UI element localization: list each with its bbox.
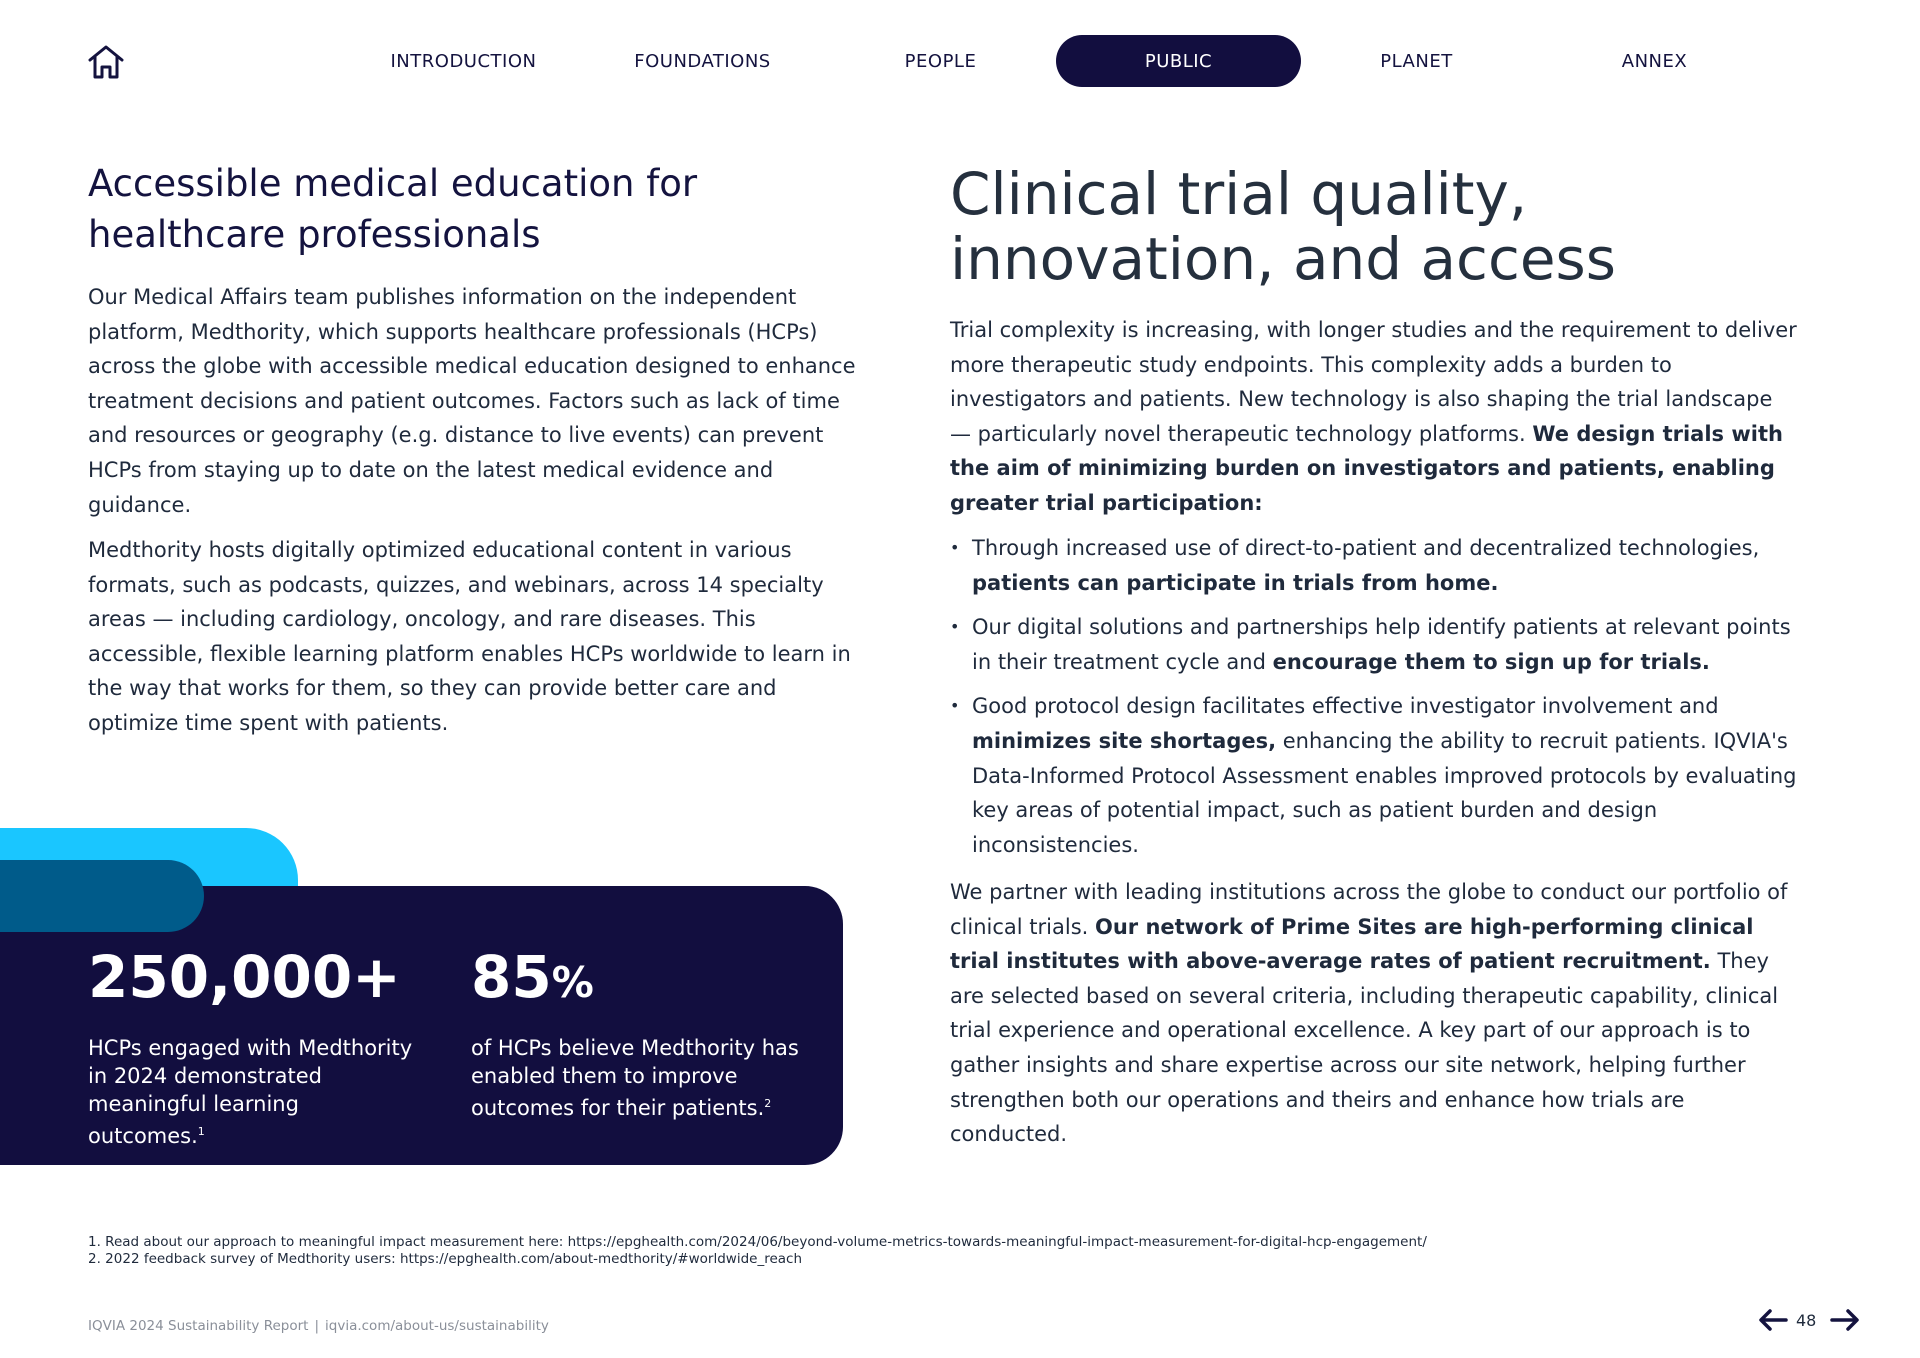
list-item: • Through increased use of direct-to-patient and decentralized technologies, patients can participate in trials from home. bbox=[950, 531, 1800, 600]
decorative-teal-shape bbox=[0, 860, 204, 932]
footnotes bbox=[88, 1234, 1688, 1268]
trial-complexity-paragraph: Trial complexity is increasing, with longer studies and the requirement to deliver more therapeutic study endpoints. This complexity adds a burden to investigators and patients. New technology is also shaping the trial landscape — particularly novel therapeutic technology platforms. We design trials with the aim of minimizing burden on investigators and patients, enabling greater trial participation: bbox=[950, 318, 1797, 515]
medthority-content-paragraph: Medthority hosts digitally optimized educational content in various formats, such as podcasts, quizzes, and webinars, across 14 specialty areas — including cardiology, oncology, and rare diseases. This accessible, flexible learning platform enables HCPs worldwide to learn in the way that works for them, so they can provide better care and optimize time spent with patients. bbox=[88, 538, 851, 735]
tab-planet[interactable]: PLANET bbox=[1380, 50, 1453, 72]
footnote-marker-2: 2 bbox=[764, 1097, 772, 1110]
footer bbox=[88, 1318, 549, 1334]
report-name: IQVIA 2024 Sustainability Report bbox=[88, 1318, 309, 1334]
page-title: Clinical trial quality, innovation, and access bbox=[950, 160, 1616, 293]
arrow-right-icon[interactable] bbox=[1830, 1307, 1860, 1333]
trial-approach-list bbox=[950, 531, 1800, 872]
prime-sites-paragraph: We partner with leading institutions across the globe to conduct our portfolio of clinical trials. Our network of Prime Sites are high-performing clinical trial institutes with above-average rates of patient recruitment. They are selected based on several criteria, including therapeutic capability, clinical trial experience and operational excellence. A key part of our approach is to gather insights and share expertise across our site network, helping further strengthen both our operations and theirs and enhance how trials are conducted. bbox=[950, 880, 1788, 1147]
medthority-intro-paragraph: Our Medical Affairs team publishes information on the independent platform, Medthority, which supports healthcare professionals (HCPs) across the globe with accessible medical education designed to enhance treatment decisions and patient outcomes. Factors such as lack of time and resources or geography (e.g. distance to live events) can prevent HCPs from staying up to date on the latest medical evidence and guidance. bbox=[88, 285, 856, 517]
list-item: • Our digital solutions and partnerships help identify patients at relevant points in their treatment cycle and encourage them to sign up for trials. bbox=[950, 610, 1800, 679]
tab-introduction[interactable]: INTRODUCTION bbox=[390, 50, 537, 72]
tab-people[interactable]: PEOPLE bbox=[904, 50, 977, 72]
stat-description-hcps-engaged: HCPs engaged with Medthority in 2024 demonstrated meaningful learning outcomes.$^1$ bbox=[88, 1036, 413, 1148]
footer-link[interactable]: iqvia.com/about-us/sustainability bbox=[325, 1318, 549, 1334]
tab-public[interactable]: PUBLIC bbox=[1056, 35, 1301, 87]
page-number: 48 bbox=[1796, 1311, 1817, 1330]
list-item: • Good protocol design facilitates effective investigator involvement and minimizes site shortages, enhancing the ability to recruit patients. IQVIA's Data-Informed Protocol Assessment enables improved protocols by evaluating key areas of potential impact, such as patient burden and design inconsistencies. bbox=[950, 689, 1800, 862]
home-icon[interactable] bbox=[86, 42, 126, 82]
footer-separator: | bbox=[314, 1318, 320, 1334]
footnote-2[interactable]: 2. 2022 feedback survey of Medthority users: https://epghealth.com/about-medthority/#worldwide_reach bbox=[88, 1251, 803, 1267]
section-heading-medical-education: Accessible medical education for healthcare professionals bbox=[88, 162, 698, 256]
arrow-left-icon[interactable] bbox=[1758, 1307, 1788, 1333]
tab-foundations[interactable]: FOUNDATIONS bbox=[634, 50, 771, 72]
stat-value-hcps-engaged: 250,000+ bbox=[88, 943, 401, 1011]
tab-annex[interactable]: ANNEX bbox=[1621, 50, 1688, 72]
footnote-marker-1: 1 bbox=[197, 1125, 205, 1138]
footnote-1[interactable]: 1. Read about our approach to meaningful impact measurement here: https://epghealth.com/2024/06/beyond-volume-metrics-towards-meaningful-impact-measurement-for-digital-hcp-engagement/ bbox=[88, 1234, 1427, 1250]
stat-value-hcps-believe: 85% bbox=[471, 943, 594, 1011]
stat-description-hcps-believe: of HCPs believe Medthority has enabled them to improve outcomes for their patients.$^2$ bbox=[471, 1036, 799, 1120]
